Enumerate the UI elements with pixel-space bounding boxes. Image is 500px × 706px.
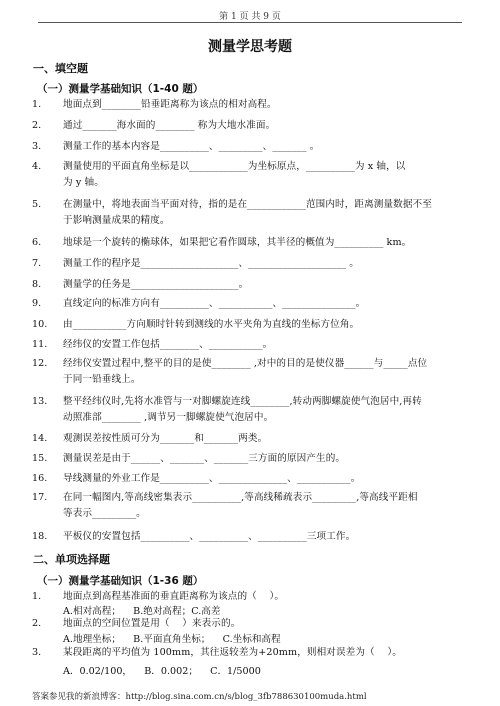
question-number: 9. [32,298,42,309]
question-item [32,197,472,229]
page-header: 第 1 页 共 9 页 [219,12,281,22]
question-text: 由___________方向顺时针转到测线的水平夹角为直线的坐标方位角。 [63,319,360,330]
question-text: 平板仪的安置包括__________、__________、__________三项工作。 [63,531,356,542]
question-number: 18. [32,531,48,542]
section-heading-fill: 一、填空题 [33,62,88,75]
question-text: 经纬仪的安置工作包括________、___________。 [63,339,273,350]
question-item [32,159,472,191]
question-number: 11. [32,339,48,350]
question-text: 观测误差按性质可分为_______和_______两类。 [63,433,268,444]
question-text: 测量工作的程序是____________________、____________________ 。 [63,258,359,269]
question-number: 4. [32,161,42,172]
question-text: 通过_______海水面的________ 称为大地水准面。 [63,120,276,131]
question-item [32,97,472,113]
question-text: 直线定向的标准方向有__________、___________、_______________。 [63,298,366,309]
question-text: 地面点的空间位置是用（ ）来表示的。 [63,618,241,629]
question-text: 地球是一个旋转的椭球体，如果把它看作圆球，其半径的概值为__________ km。 [63,237,412,248]
question-number: 15. [32,453,48,464]
subsection-heading-fill: （一）测量学基础知识（1-40 题） [37,83,204,95]
question-number: 13. [32,396,48,407]
question-number: 3. [32,141,42,152]
question-item [32,139,472,155]
answer-options: A．0.02/100， B．0.002； C．1/5000 [63,666,261,677]
question-item [32,277,472,293]
question-number: 1. [32,591,42,602]
question-item [32,451,472,467]
answer-options: A.相对高程； B.绝对高程；C.高差 [63,606,221,617]
subsection-heading-choice: （一）测量学基础知识（1-36 题） [37,575,204,587]
question-item [32,296,472,312]
question-number: 12. [32,358,48,369]
question-item [32,256,472,272]
question-number: 14. [32,433,48,444]
question-text: 测量使用的平面直角坐标是以____________为坐标原点，__________为 x 轴，以 为 y 轴。 [63,161,406,188]
question-item [32,431,472,447]
question-number: 6. [32,237,42,248]
question-text: 导线测量的外业工作是__________、______________、___________。 [63,473,361,484]
question-number: 5. [32,199,42,210]
question-number: 2. [32,120,42,131]
question-item [32,356,472,388]
question-item [32,490,472,522]
question-number: 7. [32,258,42,269]
question-text: 地面点到高程基准面的垂直距离称为该点的（ ）。 [63,591,285,602]
question-text: 在测量中，将地表面当平面对待，指的是在____________范围内时，距离测量数据不至 于影响测量成果的精度。 [63,199,432,226]
header-rule [38,22,462,23]
question-number: 16. [32,473,48,484]
question-text: 某段距离的平均值为 100mm，其往返较差为+20mm，则相对误差为（ ）。 [63,647,402,658]
question-item [32,235,472,251]
question-number: 10. [32,319,48,330]
question-text: 测量学的任务是______________________。 [63,279,249,290]
question-item [32,529,472,545]
question-number: 1. [32,99,42,110]
question-item [32,645,472,661]
question-text: 经纬仪安置过程中,整平的目的是使________ ,对中的目的是使仪器______与_____点位 于同一铅垂线上。 [63,358,428,385]
question-text: 在同一幅图内,等高线密集表示__________,等高线稀疏表示_________,等高线平距相 等表示_________。 [63,492,418,519]
footer-link[interactable]: 答案参见我的新浪博客：http://blog.sina.com.cn/s/blog_3fb788630100muda.html [32,692,367,702]
question-item [32,471,472,487]
question-item [32,118,472,134]
answer-options: A.地理坐标； B.平面直角坐标； C.坐标和高程 [63,634,281,645]
question-number: 8. [32,279,42,290]
section-heading-choice: 二、单项选择题 [33,553,110,566]
question-number: 3. [32,647,42,658]
question-item [32,394,472,426]
question-text: 整平经纬仪时,先将水准管与一对脚螺旋连线________,转动两脚螺旋使气泡居中,再转 动照准部________ ,调节另一脚螺旋使气泡居中。 [63,396,422,423]
page-title: 测量学思考题 [208,39,292,55]
question-text: 测量误差是由于______、_______、_______三方面的原因产生的。 [63,453,346,464]
question-text: 测量工作的基本内容是__________、_________、_______ 。 [63,141,320,152]
question-text: 地面点到________铅垂距离称为该点的相对高程。 [63,99,277,110]
question-number: 17. [32,492,48,503]
question-number: 2. [32,618,42,629]
question-item [32,317,472,333]
question-item [32,337,472,353]
question-item [32,616,472,632]
